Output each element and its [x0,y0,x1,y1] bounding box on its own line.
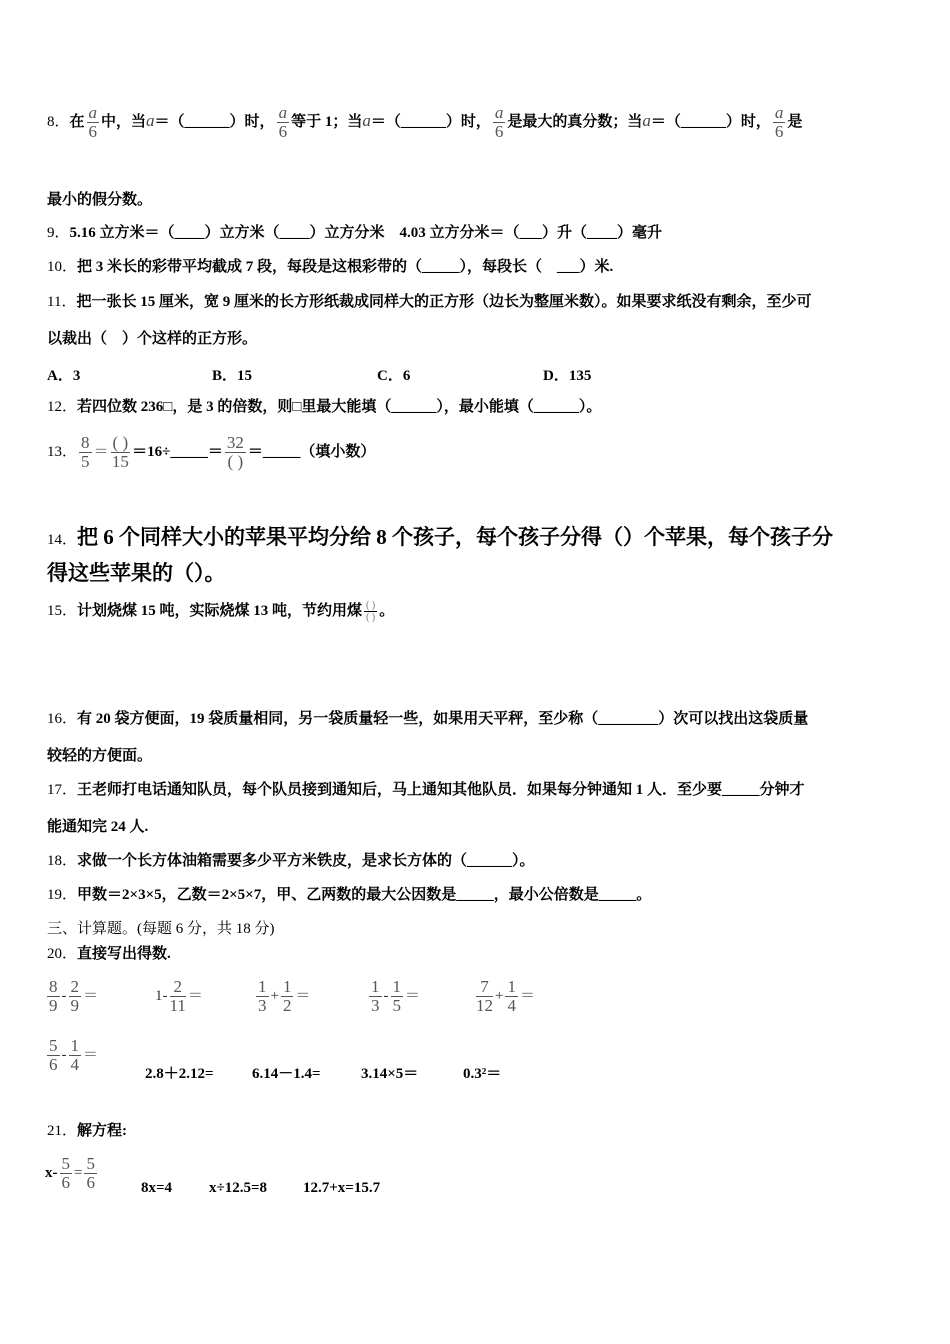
question-12: 12．若四位数 236□，是 3 的倍数，则□里最大能填（______），最小能填（______）。 [47,399,602,415]
calc-item-4: $\frac{1}{3}$ - $\frac{1}{5}$ ＝ [371,977,421,1015]
question-16-line2: 较轻的方便面。 [47,748,153,764]
calc-item-6: $\frac{5}{6}$ - $\frac{1}{4}$ ＝ [49,1036,99,1074]
question-number: 8． [47,113,70,130]
question-10: 10．把 3 米长的彩带平均截成 7 段，每段是这根彩带的（_____），每段长（ ___）米. [47,259,614,275]
option-d: D．135 [543,368,592,384]
equation-4: 12.7+x=15.7 [303,1180,381,1196]
question-13: 13． $\frac{8}{5}$ ＝ ( ) 15 ＝16÷_____＝ 32 ( ) ＝_____（填小数） [47,433,376,471]
calc-item-1: $\frac{8}{9}$ - $\frac{2}{9}$ ＝ [49,977,99,1015]
fraction-a-over-6: $\frac{a}{6}$ [774,103,784,141]
equation-1: x- $\frac{5}{6}$ = $\frac{5}{6}$ [45,1154,95,1192]
question-14: 14．把 6 个同样大小的苹果平均分给 8 个孩子，每个孩子分得（）个苹果，每个孩子分 [47,525,834,549]
option-b: B．15 [212,368,253,384]
fraction-a-over-6: $\frac{a}{6}$ [88,103,98,141]
calc-item-2: 1- $\frac{2}{11}$ ＝ [155,977,203,1015]
fraction-8-over-5: $\frac{8}{5}$ [81,433,90,471]
question-16: 16．有 20 袋方便面，19 袋质量相同，另一袋质量轻一些，如果用天平秤，至少称（________）次可以找出这袋质量 [47,711,809,727]
option-a: A．3 [47,368,81,384]
calc-plain-4: 0.3²＝ [463,1066,502,1082]
calc-item-5: $\frac{7}{12}$ + $\frac{1}{4}$ ＝ [476,977,535,1015]
equation-2: 8x=4 [141,1180,173,1196]
question-9: 9．5.16 立方米＝（____）立方米（____）立方分米 4.03 立方分米＝（___）升（____）毫升 [47,225,663,241]
calc-plain-3: 3.14×5＝ [361,1066,419,1082]
question-11-line2: 以裁出（ ）个这样的正方形。 [47,331,258,347]
section-3-heading: 三、计算题。(每题 6 分，共 18 分) [47,921,275,937]
question-8: 8．在 $\frac{a}{6}$ 中，当a＝（______）时， $\frac{a}{6}$ 等于 1；当a＝（______）时， $\frac{a}{6}$ 是最大的真分数；当a＝（______）时， $\frac{a}{6}$ 是 [47,103,803,141]
calc-item-3: $\frac{1}{3}$ + $\frac{1}{2}$ ＝ [258,977,311,1015]
equation-3: x÷12.5=8 [209,1180,268,1196]
fraction-a-over-6: $\frac{a}{6}$ [278,103,288,141]
option-c: C．6 [377,368,411,384]
question-14-line2: 得这些苹果的（）。 [47,561,226,585]
fraction-a-over-6: $\frac{a}{6}$ [494,103,504,141]
question-18: 18．求做一个长方体油箱需要多少平方米铁皮，是求长方体的（______）。 [47,853,535,869]
question-21: 21．解方程: [47,1123,128,1139]
question-17: 17．王老师打电话通知队员，每个队员接到通知后，马上通知其他队员．如果每分钟通知 1 人．至少要_____分钟才 [47,782,805,798]
calc-plain-1: 2.8＋2.12= [145,1066,214,1082]
question-20: 20．直接写出得数. [47,946,171,962]
question-15: 15．计划烧煤 15 吨，实际烧煤 13 吨，节约用煤 ( ) ( ) 。 [47,600,395,624]
question-11: 11．把一张长 15 厘米，宽 9 厘米的长方形纸裁成同样大的正方形（边长为整厘米数）。如果要求纸没有剩余，至少可 [47,294,812,310]
question-8-line2: 最小的假分数。 [47,192,153,208]
question-17-line2: 能通知完 24 人. [47,819,149,835]
calc-plain-2: 6.14－1.4= [252,1066,321,1082]
fraction-32-over-blank: 32 ( ) [226,433,244,471]
fraction-blank-over-blank: ( ) ( ) [366,600,376,624]
question-19: 19．甲数＝2×3×5，乙数＝2×5×7，甲、乙两数的最大公因数是_____，最小公倍数是_____。 [47,887,652,903]
fraction-blank-over-15: ( ) 15 [111,433,129,471]
